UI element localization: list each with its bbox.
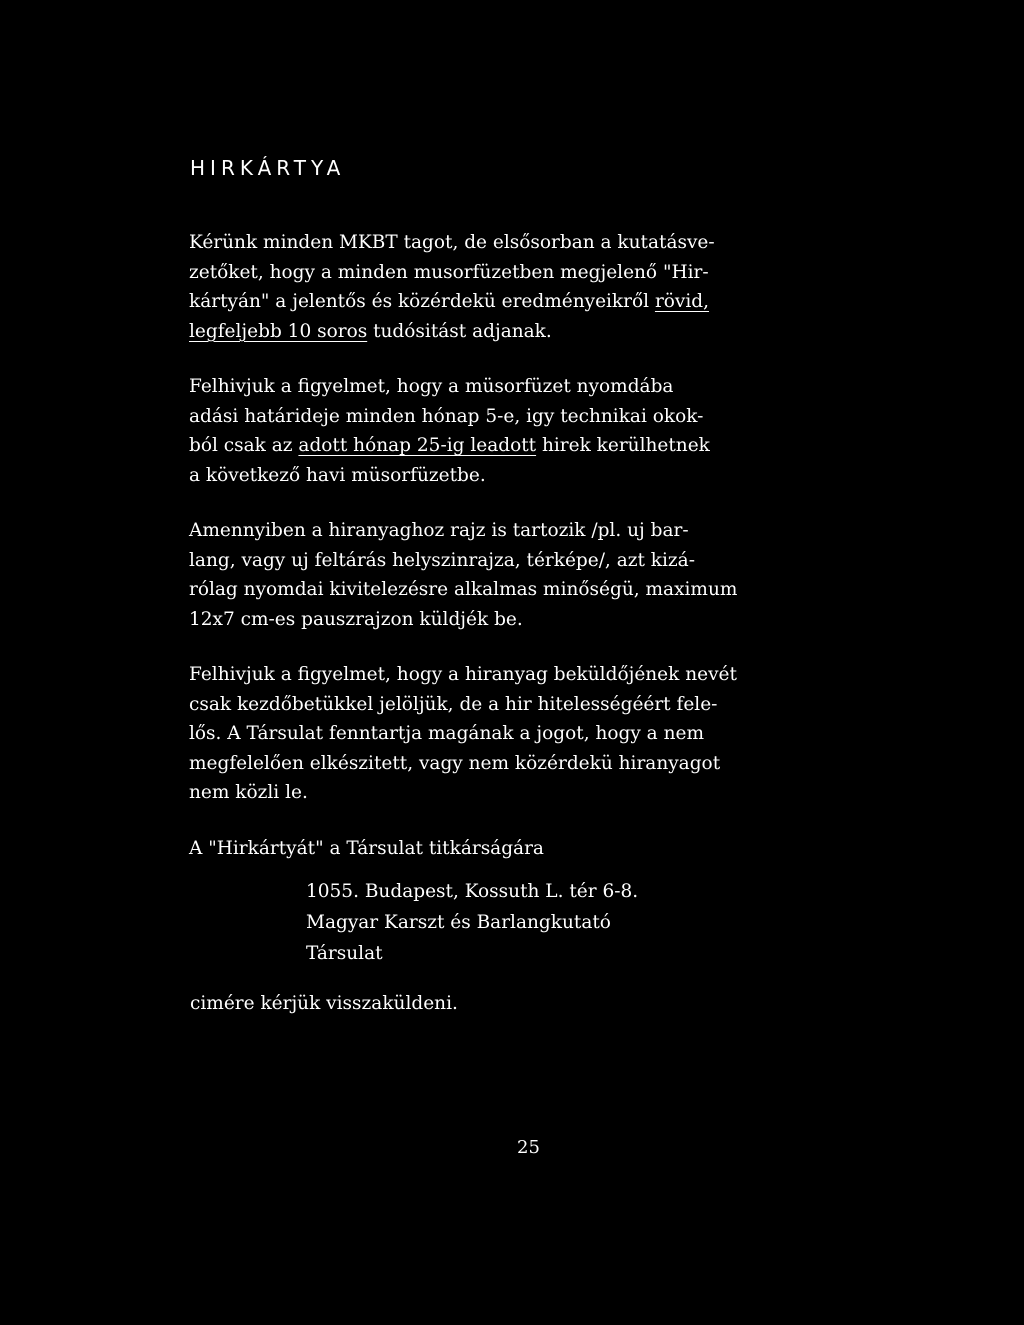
mailing-address (306, 876, 638, 969)
text-line: nem közli le. (189, 782, 308, 803)
address-line: 1055. Budapest, Kossuth L. tér 6-8. (306, 881, 639, 902)
text-line: csak kezdőbetükkel jelöljük, de a hir hitelességéért fele- (189, 693, 718, 715)
text-line: lős. A Társulat fenntartja magának a jogot, hogy a nem (189, 723, 704, 744)
text-line: zetőket, hogy a minden musorfüzetben megjelenő "Hir- (189, 261, 709, 283)
paragraph-request (189, 228, 869, 346)
text-line: A "Hirkártyát" a Társulat titkárságára (189, 838, 544, 859)
address-line: Társulat (306, 943, 383, 964)
text-line: Felhivjuk a figyelmet, hogy a müsorfüzet nyomdába (189, 376, 674, 397)
underlined-text: legfeljebb 10 soros (189, 320, 368, 342)
text-line: Amennyiben a hiranyaghoz rajz is tartozik /pl. uj bar- (189, 520, 689, 541)
paragraph-drawings (189, 516, 869, 634)
underlined-text: adott hónap 25-ig leadott (298, 435, 537, 456)
page-title: HIRKÁRTYA (190, 156, 346, 180)
text-line: Kérünk minden MKBT tagot, de elsősorban a kutatásve- (189, 232, 715, 253)
text-line: adási határideje minden hónap 5-e, igy technikai okok- (189, 405, 704, 427)
text-segment: ból csak az (189, 435, 299, 456)
page-number: 25 (517, 1137, 540, 1158)
text-line (189, 317, 869, 347)
text-segment: kártyán" a jelentős és közérdekü eredményeikről (189, 291, 655, 312)
send-to-line (189, 834, 869, 864)
address-line: Magyar Karszt és Barlangkutató (306, 912, 611, 933)
text-line: rólag nyomdai kivitelezésre alkalmas minőségü, maximum (189, 579, 738, 600)
paragraph-attribution (189, 660, 869, 808)
text-line: a következő havi müsorfüzetbe. (189, 464, 486, 486)
text-line: 12x7 cm-es pauszrajzon küldjék be. (189, 608, 523, 630)
closing-line: cimére kérjük visszaküldeni. (190, 993, 458, 1014)
paragraph-deadline (189, 372, 869, 490)
underlined-text: rövid, (654, 291, 710, 312)
text-segment: tudósitást adjanak. (367, 320, 552, 342)
text-line: lang, vagy uj feltárás helyszinrajza, térképe/, azt kizá- (189, 549, 695, 571)
text-segment: hirek kerülhetnek (536, 435, 710, 456)
text-line: Felhivjuk a figyelmet, hogy a hiranyag beküldőjének nevét (189, 664, 737, 685)
text-line: megfelelően elkészitett, vagy nem közérdekü hiranyagot (189, 752, 721, 774)
text-line (189, 431, 869, 461)
text-line (189, 287, 869, 317)
